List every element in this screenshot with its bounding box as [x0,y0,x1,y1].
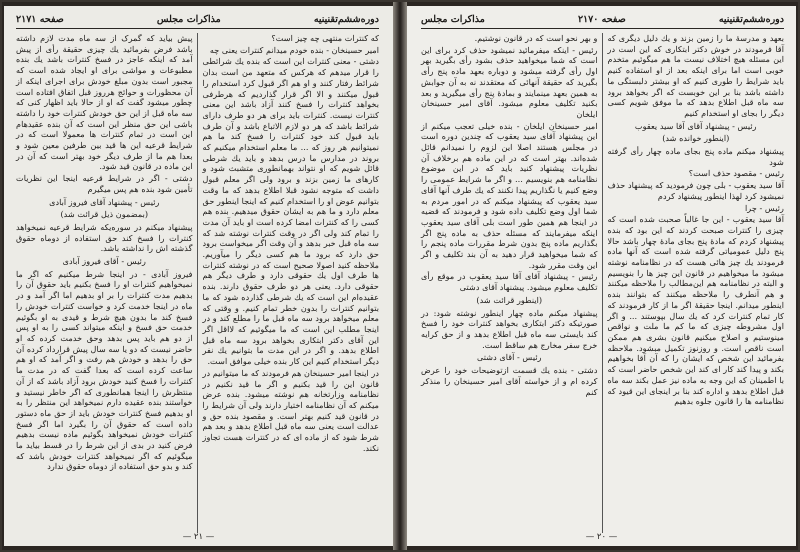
right-col2-para: دشتی - بنده یك قسمت ازتوضیحات خود را عرض کرده ام و از خواسته آقای امیر حسینخان را منذکر کنم [421,365,598,397]
left-page [4,6,393,546]
left-speaker-line: رئیس - پیشنهاد آقای فیروز آبادی [49,196,160,207]
left-header-session: دوره‌ششم‌تقنینیه [313,13,379,25]
left-para: فیروز آبادی - در اینجا شرط میکنیم که اگر ما نمیخواهیم کنترات او را فسخ بکنیم باید حقوق آن را بدهیم مدت کنترات را بر او بدهیم اما اگر آمد و در ماه در اینجا خدمت کرد و خواست کنترات خودش را فسخ کند ما بدون هیچ شرط و قیدی به او بگوئیم خدمت حق فسخ و اینکه میتواند کسی را به او پس از دو هم باید پس بدهد وحق خدمت کرده که او حاضر نیست که دو یا سه سال پیش قرارداد کرده آن حق را بدهد و خودش هم رفت و اگر آمد که او هم ساعت کرده است که بعدا گفت که در مدت ما کنترات را فسخ کنید خودش برود آزاد باشد که از آن منتظرش را اینجا همانطوری که اگر خاطر نیستید و خواستند بنده عقیده دارم نمیخواهد این منتظر را به او بدهیم فسخ کنترات خودش باید از حق ماه دستور داده است که حقوق آن را بگیرد اما اگر فسخ کنترات خودش نمیخواهد بگوئیم ماده نیست بدهیم فرض کنید در بدی از این شرط را در قسط بیاید ما میگوئیم که اگر نمیخواهد کنترات خودش باشد که کند و بدو حق استفاده از دوماه حقوق ندارد [16,268,193,472]
right-page-body [421,33,784,533]
book-gutter [393,2,407,550]
left-reading-note: (بمضمون ذیل قرائت شد) [60,209,149,220]
left-col2-para: که کنترات منتهی چه چیز است؟ [271,33,379,43]
right-para: آقا سید یعقوب - این جا غالباً صحبت شده است که چیزی را کنترات صبحت کردند که این بود که بنده پیشنهاد کردم که مادهٔ پنج بجای مادهٔ چهار باشد حالا پنج دلیل عمومیاتی گرفته شده است که آنها ماده فرمودند یك چیز هائی هست که در نظامنامه نوشته میشود ما میخواهیم در قانون این چیز ها را بنویسیم و البته در نظامنامه هم این‌مطالب را ملاحظه میکنند و هم آنطرف را ملاحظه میکنند که بتوانند بنده اینطور میدانم. اینجا حقیقهٔ اگر ما از کار فرمودند که کار تمام کنترات کرد که یك سال بپوستند ... و اگر اول مشروطه چیزی که ما کم ما ملت و نواقص مینوستیم و اصلاح میکنیم قانون بشری هم ممکن است ناقص است. و روزنوز تکمیل مبشود. ملاحظه بفرمائید این شخص که ایشان را که آن آقا بخواهیم بکند و پیدا کند کار ای کند این شخص حاضر است که با اطمینان که این وجه به ماده نیز عمل بکند سه ماه قبل اطلاع بدهد و اداره کند بنا بر اینجای این قیود که نظامنامه ها را قانون جلوه بدهیم [607,214,784,407]
right-col2-para: و بهر نحو است که در قانون نوشتیم. [474,33,598,43]
right-para: رئیس - مقصود حذف است؟ [688,168,784,179]
right-speaker-line: رئیس - پیشنهاد آقای آقا سید یعقوب [634,120,757,131]
left-para: پیش بیاید که گمرک از سه ماه مدت لازم داشته باشد فرض بفرمائید یك چیزی حقیقة رأی از پیش آمد که اینکه عاجز در فسخ کنترات باشد یك بنده مطبوعات و مواشی برای او ایجاد شده است که مجبور است بدون مبلغ خودش برای اجرای اینکه از آن محظورات و حوائج هرروز قبل اتفاق افتاده است چطور میشود گفت که او از حالا باید اظهار کنی که سه ماه قبل از این حق خودش کنترات خود را داشته باشی این حق منظر این است که آن بنده عقیدهام این است در تمام کنترات ها معمولا است که در شرایط قرعیه این ها قید بین طرفین معین شود و بعدا هم ما از طرف دیگر خود بهتر است که آن در این ماده در قانون قید شود. [16,33,193,172]
left-page-number: — ۲۱ — [182,532,215,542]
right-page-number: — ۲۰ — [585,532,618,542]
right-col2-para: امیر حسینخان ایلخان - بنده خیلی تعجب میکنم از این پیشنهاد آقای سید یعقوب که چندین دوره است در مجلس هستند اصلا این لزوم را نمیدانم قائل شده‌اند. بهتر است که در این ماده هم برخلاف آن نظریات پیشنهاد کنید باید که در این موضوع نظامنامه هم بنویسیم ... و اگر ما شرایط عمومی را وضع کنیم یا نگذاریم پیدا نکنند که یك طرف آنها آقای سید یعقوب که پیشنهاد میکنم که در امور مردم به شما اول وضع تکلیف داده شود و فرمودند که قضیه در اینجا هم همین طور است بلی آقای سید یعقوب اینکه میفرمایند که مسئله حذف به ماده پنج اگر بگذاریم ماده پنج بدون شرط مقررات ماده پنجم را که شما میخواهید قرار دهید به آن بند تکلیف و اگر این وقت مقرر شود. [421,120,598,270]
left-col2-para: امیر حسینخان - بنده خودم میدانم کنترات یعنی چه [209,44,379,55]
right-reading-note: (اینطور قرائت شد) [476,294,543,305]
right-page [407,6,796,546]
right-col2-para: پیشنهاد میکنم ماده چهار اینطور نوشته شود: در صورتیکه دکتر ابتکاری بخواهد کنترات خود را فسخ کند بایستی سه ماه قبل اطلاع بدهد و از حق کرایه خرج سفر مخارج هم ساقط است. [421,307,598,350]
left-col2-para: در اینجا امیر حسینخان هم فرمودند که ما میتوانیم در قانون این را قید بکنیم و اگر ما قید نکنیم در نظامنامه وزارتخانه هم نوشته میشود. بنده عرض میکنم که آن نظامنامه اختیار دارند ولی آن شرایط را در قانون قید کنیم بهتر است. و مقصود بنده حق و عدالت است یعنی سه ماه قبل اطلاع بدهد و بعد هم شرط شود که از ماده ای که در کنترات هست تجاوز نکند. [202,367,379,453]
left-col2-para: دشتی - معنی کنترات این است که بنده یك شرائطی را قرار میدهم که هرکس که متعهد من است بدان شرائط رفتار کنند و او هم اگر قبول کرد استخدام را قبول میکنند و الا اگر قرار گذاردیم که هرطرفی بخواهد کنترات را فسخ کنند آزاد باشد این معنی کنترات نیست. کنترات باید برای هر دو طرف دارای شرائط باشد که هر دو لازم الاتباع باشد و آن طرف باید قبول کند خود کنترات را فسخ کند ما هم نمیتوانیم هر روز که ... ما معلم استخدام میکنیم که بروند در مدارس ما درس بدهد و باید یك شرطی قائل شویم که او نتواند بهمانطوری متشبث شود و کارهای ما زمین بزند و برود ولی اگر معلم قبول داشت که متوجه نشود قبلا اطلاع بدهد که ما وقت بتوانیم عوض او را استخدام کنیم که اینجا اینطور حق معلم دارد و ما هم به ایشان حقوق میدهیم. بنده هم کسی را که کنترات امضا کرده است او باید آن مدت را تمام کند ولی اگر در وقت کنترات نوشته شد که سه ماه قبل خبر بدهد و آن وقت اگر میخواست برود حق دارد که برود ما هم کسی دیگر را میآوریم. ملاحظه کنید اصولا صحیح است که در نوشته کنترات ها طرف اول یك حقوقی دارد و طرف دیگر هم حقوقی دارد. یعنی هر دو طرف حقوق دارند. بنده عقیده‌ام این است که یك شرطی گذارده شود که ما بتوانیم کنترات را بدون خطر تمام کنیم. و وقتی که معلم میخواهد برود سه ماه قبل ما را مطلع کند و در اینجا مطلب این است که ما میگوئیم که لااقل اگر این آقای دکتر ابتکاری بخواهد برود سه ماه قبل اطلاع بدهد. و اگر در این مدت ما بتوانیم یك نفر دیگر استخدام کنیم این کار بنده خیلی موافق است. [202,56,379,367]
right-reading-note: (اینطور خوانده شد) [662,133,730,144]
left-page-body [16,33,379,533]
right-para: رئیس - چرا [745,202,784,213]
left-para: پیشنهاد میکنم در سوره‌یکه شرایط قرعیه نمیخواهد کنترات را فسخ کند حق استفاده از دوماه حقوق گذشته اش را نداشته باشد. [16,221,193,254]
book-spread [2,2,798,550]
right-speaker-line: رئیس - آقای دشتی [476,352,542,363]
left-speaker-line: رئیس - آقای فیروز آبادی [62,256,146,267]
right-col2-para: رئیس - پیشنهاد آقای آقا سید یعقوب در موقع رأی تکلیف معلوم میشود. پیشنهاد آقای دشتی [421,271,598,293]
right-header-session: دوره‌ششم‌تقنینیه [718,13,784,25]
right-para: پیشنهاد میکنم ماده پنج بجای ماده چهار رأی گرفته شود [607,146,784,167]
right-header-title: مذاکرات مجلس [421,13,485,25]
right-para: بعهد و مدرسهٔ ما را زمین بزند و یك دلیل دیگری که آقا فرمودند در خوش دکتر ابتکاری که این است در این مسئله هیچ اختلاف نیست ما هم میگوئیم متخدم خوبی است اما برای اینکه بعد از او استفاده کنیم باید شرایط را طوری کنیم که او بیشتر دلبستگی ما داشته باشد بنا بر این خوبست که اگر بخواهد برود سه ماه قبل اطلاع بدهد که ما موفق شویم کسی دیگر را بجای او استخدام کنیم [607,33,784,118]
left-header-page: صفحه ۲۱۷۱ [16,13,64,25]
right-col2-para: رئیس - اینکه میفرمائید نمیشود حذف کرد برای این است که شما میخواهید حذف بشود رأی بگیرید بهر اول رأی گرفته میشود و دوباره بعهد ماده پنج رأی بگیرید که حقیقة آنهائی که معتقدند نه به آن جوابش به همین بعهد مینمایند و بمادهٔ پنج رأی میگیرید و بعد بکنید تکلیف معلوم میشود. آقای امیر حسینخان ایلخان [421,44,598,119]
left-header-title: مذاکرات مجلس [156,13,221,25]
left-para: دشتی - اگر در شرایط قرعیه اینجا این نظریات تأمین شود بنده هم پس میگیرم [16,173,193,194]
left-page-header [16,12,379,29]
right-para: آقا سید یعقوب - بلی چون فرمودید که پیشنهاد حذف نمیشود کرد لهذا اینطور پیشنهاد کردم [607,180,784,201]
right-page-header [421,12,784,29]
right-header-page: صفحه ۲۱۷۰ [577,13,626,25]
